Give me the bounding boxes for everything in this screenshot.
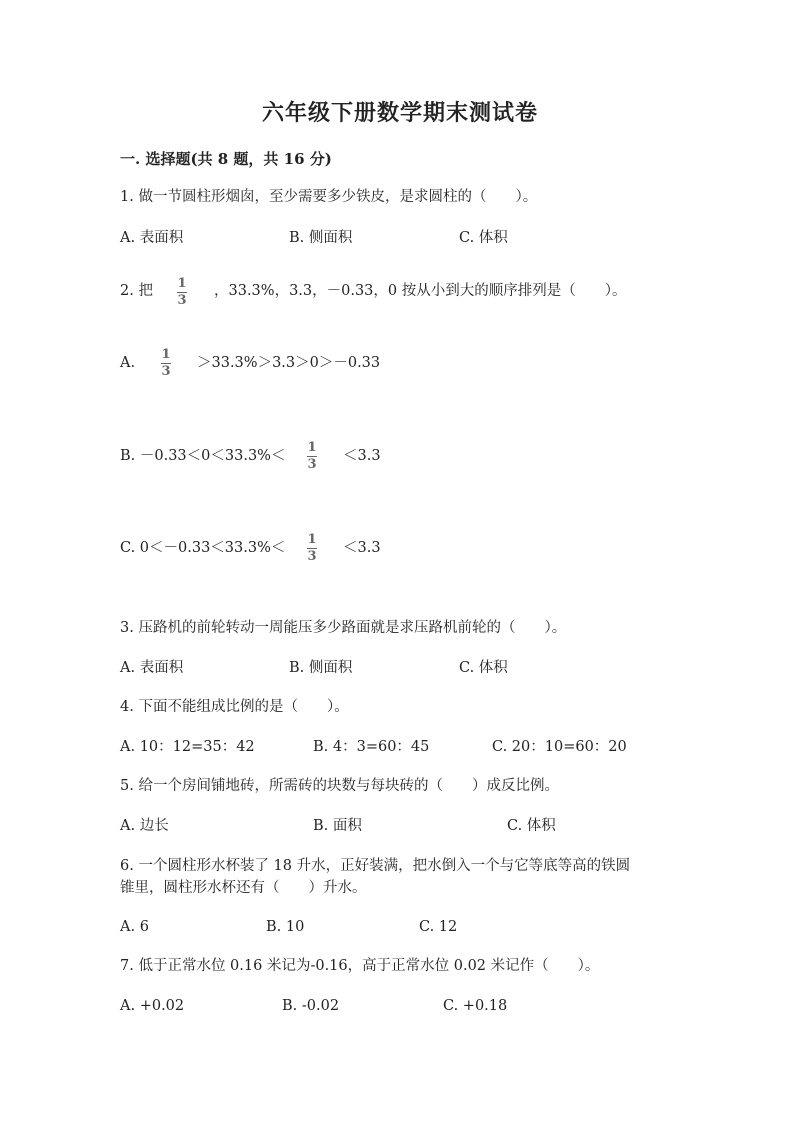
- question-1-text: 1. 做一节圆柱形烟囱，至少需要多少铁皮，是求圆柱的（ ）。: [120, 189, 538, 205]
- question-3-option-a[interactable]: A. 表面积: [120, 660, 184, 676]
- question-6-option-c[interactable]: C. 12: [419, 919, 458, 935]
- question-7-option-b[interactable]: B. -0.02: [282, 998, 340, 1014]
- question-6-option-b[interactable]: B. 10: [266, 919, 305, 935]
- question-6-text-line1: 6. 一个圆柱形水杯装了 18 升水，正好装满，把水倒入一个与它等底等高的铁圆: [120, 858, 631, 874]
- question-2-option-a-prefix[interactable]: A.: [120, 355, 136, 371]
- fraction-denominator: 3: [161, 364, 171, 379]
- question-4-option-a[interactable]: A. 10：12=35：42: [120, 739, 255, 755]
- question-2-option-b-suffix: ＜3.3: [343, 448, 381, 464]
- fraction-one-third: [177, 277, 187, 308]
- question-1-option-b[interactable]: B. 侧面积: [289, 230, 353, 246]
- fraction-denominator: 3: [177, 293, 187, 308]
- question-1-option-c[interactable]: C. 体积: [459, 230, 508, 246]
- question-2-text-prefix: 2. 把: [120, 283, 153, 299]
- fraction-numerator: 1: [161, 347, 171, 362]
- question-1-option-a[interactable]: A. 表面积: [120, 230, 184, 246]
- fraction-one-third: [307, 441, 317, 472]
- question-4-option-b[interactable]: B. 4：3=60：45: [313, 739, 430, 755]
- question-2-option-c-suffix: ＜3.3: [343, 540, 381, 556]
- question-6-text-line2: 锥里，圆柱形水杯还有（ ）升水。: [120, 880, 367, 896]
- question-4-text: 4. 下面不能组成比例的是（ ）。: [120, 699, 349, 715]
- fraction-one-third: [161, 348, 171, 379]
- question-2-option-c-prefix[interactable]: C. 0＜－0.33＜33.3%＜: [120, 540, 286, 556]
- question-7-text: 7. 低于正常水位 0.16 米记为-0.16，高于正常水位 0.02 米记作（ ）。: [120, 958, 600, 974]
- question-2-text-suffix: ，33.3%，3.3，－0.33，0 按从小到大的顺序排列是（ ）。: [214, 283, 627, 299]
- question-2-option-a-suffix: ＞33.3%＞3.3＞0＞－0.33: [197, 355, 381, 371]
- fraction-denominator: 3: [307, 549, 317, 564]
- question-7-option-a[interactable]: A. +0.02: [120, 998, 185, 1014]
- question-5-text: 5. 给一个房间铺地砖，所需砖的块数与每块砖的（ ）成反比例。: [120, 778, 559, 794]
- question-6-option-a[interactable]: A. 6: [120, 919, 149, 935]
- question-3-option-b[interactable]: B. 侧面积: [289, 660, 353, 676]
- fraction-numerator: 1: [177, 276, 187, 291]
- fraction-one-third: [307, 533, 317, 564]
- fraction-numerator: 1: [307, 440, 317, 455]
- fraction-numerator: 1: [307, 532, 317, 547]
- page-title: 六年级下册数学期末测试卷: [261, 100, 538, 126]
- section-heading: 一. 选择题(共 8 题，共 16 分): [120, 150, 332, 168]
- question-5-option-a[interactable]: A. 边长: [120, 818, 169, 834]
- question-3-text: 3. 压路机的前轮转动一周能压多少路面就是求压路机前轮的（ ）。: [120, 620, 567, 636]
- question-5-option-b[interactable]: B. 面积: [313, 818, 362, 834]
- question-2-option-b-prefix[interactable]: B. －0.33＜0＜33.3%＜: [120, 448, 286, 464]
- fraction-denominator: 3: [307, 457, 317, 472]
- question-4-option-c[interactable]: C. 20：10=60：20: [492, 739, 627, 755]
- question-7-option-c[interactable]: C. +0.18: [443, 998, 508, 1014]
- question-3-option-c[interactable]: C. 体积: [459, 660, 508, 676]
- question-5-option-c[interactable]: C. 体积: [507, 818, 556, 834]
